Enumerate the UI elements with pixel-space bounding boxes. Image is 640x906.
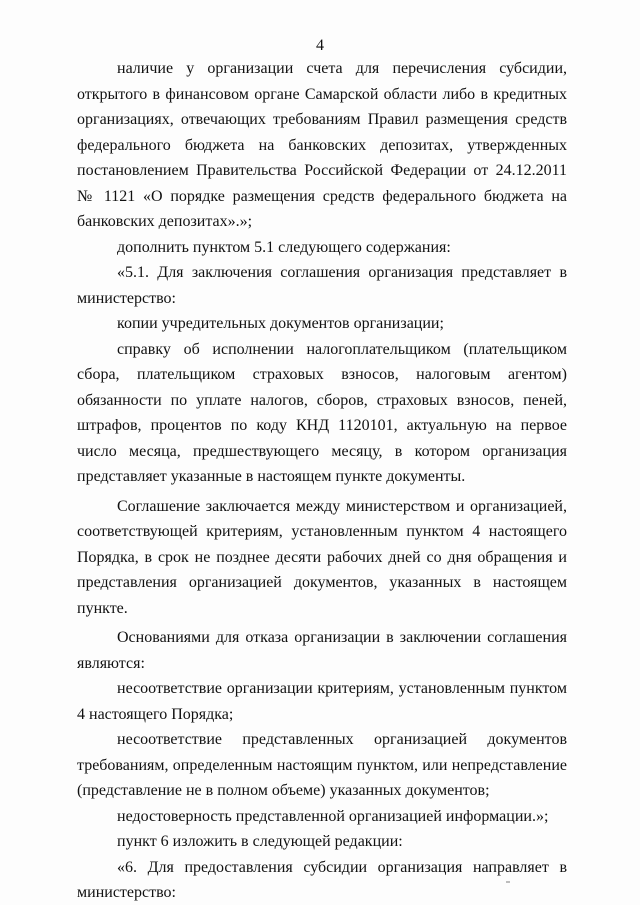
paragraph-clause-6-intro: «6. Для предоставления субсидии организация направляет в министерство: [77,858,567,901]
paragraph-agreement-terms: Соглашение заключается между министерством и организацией, соответствующей критериям, установленным пунктом 4 настоящего Порядка, в срок не позднее десяти рабочих дней со дня обращения и представления организацией документов, указанных в настоящем пункте. [77,497,567,617]
paragraph-criteria-mismatch: несоответствие организации критериям, установленным пунктом 4 настоящего Порядка; [77,680,567,723]
paragraph-inaccurate-info: недостоверность представленной организацией информации.»; [117,807,549,825]
scan-artifact [506,881,510,883]
paragraph-clause-6-revision: пункт 6 изложить в следующей редакции: [117,833,403,850]
page-number: 4 [316,37,324,54]
document-body [77,56,567,906]
paragraph-tax-certificate: справку об исполнении налогоплательщиком (плательщиком сбора, плательщиком страховых взносов, налоговым агентом) обязанности по уплате налогов, сборов, страховых взносов, пеней, штрафов, процентов по коду КНД 1120101, актуальную на первое число месяца, предшествующего месяцу, в котором организация представляет указанные в настоящем пункте документы. [77,340,567,485]
paragraph-clause-5-1-intro: «5.1. Для заключения соглашения организация представляет в министерство: [77,264,567,307]
paragraph-add-clause-5-1: дополнить пунктом 5.1 следующего содержания: [117,238,451,256]
paragraph-founding-documents: копии учредительных документов организации; [117,315,444,332]
paragraph-refusal-grounds: Основаниями для отказа организации в заключении соглашения являются: [77,629,567,672]
paragraph-documents-mismatch: несоответствие представленных организацией документов требованиям, определенным настоящим пунктом, или непредставление (представление не в полном объеме) указанных документов; [77,731,567,799]
paragraph-account-requirement: наличие у организации счета для перечисления субсидии, открытого в финансовом органе Самарской области либо в кредитных организациях, отвечающих требованиям Правил размещения средств федерального бюджета на банковских депозитах, утвержденных постановлением Правительства Российской Федерации от 24.12.2011 № 1121 «О порядке размещения средств федерального бюджета на банковских депозитах».»; [77,60,567,230]
